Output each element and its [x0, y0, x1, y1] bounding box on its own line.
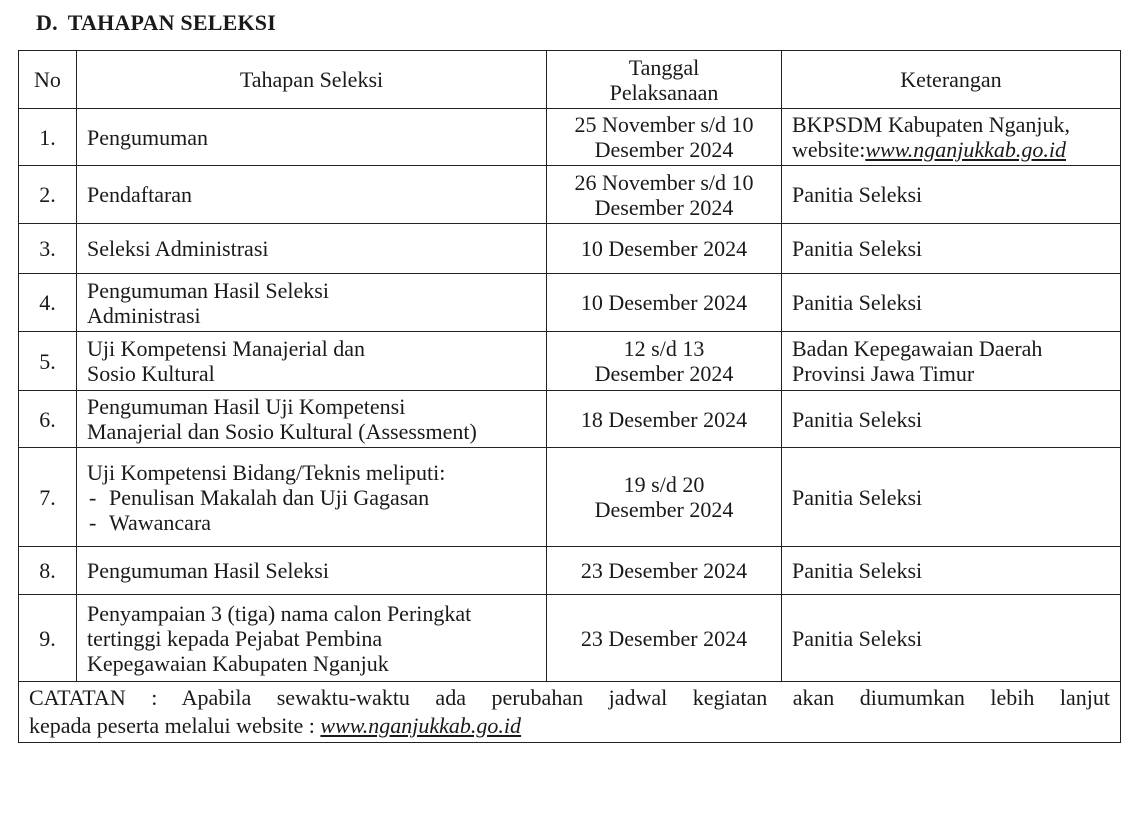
table-header-row [19, 51, 1121, 109]
date-line: 25 November s/d 10 [574, 112, 754, 137]
stage-line: Kepegawaian Kabupaten Nganjuk [87, 650, 389, 676]
row-stage [77, 391, 547, 448]
date-line: 18 Desember 2024 [580, 406, 748, 432]
table-row [19, 166, 1121, 224]
stage-line: Pengumuman Hasil Seleksi [87, 558, 329, 583]
section-letter: D. [36, 10, 58, 35]
date-line: Desember 2024 [594, 194, 734, 220]
note-line: Panitia Seleksi [792, 236, 923, 261]
stage-line: Penyampaian 3 (tiga) nama calon Peringkat [87, 600, 472, 626]
note-line: BKPSDM Kabupaten Nganjuk, [792, 112, 1071, 137]
footnote-line2 [29, 712, 1110, 740]
stage-line: Pengumuman [87, 124, 208, 150]
header-stage: Tahapan Seleksi [77, 51, 547, 109]
note-website-prefix: website: [792, 137, 866, 162]
row-date [547, 274, 782, 332]
date-line: Desember 2024 [594, 361, 734, 386]
note-line: Badan Kepegawaian Daerah [792, 336, 1043, 361]
section-title: TAHAPAN SELEKSI [67, 10, 276, 35]
note-line: Panitia Seleksi [792, 484, 923, 510]
note-line: Panitia Seleksi [792, 558, 923, 583]
date-line: Desember 2024 [594, 137, 734, 162]
row-note [782, 109, 1121, 166]
row-note [782, 448, 1121, 547]
footnote-line1: CATATAN : Apabila sewaktu-waktu ada perubahan jadwal kegiatan akan diumumkan lebih lanjut [29, 685, 1110, 710]
note-line: Provinsi Jawa Timur [792, 361, 975, 386]
row-note [782, 166, 1121, 224]
stage-line: Uji Kompetensi Manajerial dan [87, 336, 365, 361]
stage-line: Pengumuman Hasil Uji Kompetensi [87, 394, 406, 419]
table-row [19, 391, 1121, 448]
row-stage [77, 595, 547, 682]
date-line: 10 Desember 2024 [580, 290, 748, 315]
row-stage [77, 224, 547, 274]
stage-line: Pengumuman Hasil Seleksi [87, 277, 329, 303]
row-date [547, 166, 782, 224]
stage-line: Seleksi Administrasi [87, 236, 269, 261]
row-stage [77, 274, 547, 332]
table-row [19, 109, 1121, 166]
stage-line: Manajerial dan Sosio Kultural (Assessment) [87, 419, 477, 444]
row-number: 6. [19, 391, 77, 448]
header-date-line1: Tanggal [628, 54, 700, 80]
row-stage [77, 166, 547, 224]
date-line: 26 November s/d 10 [574, 169, 754, 195]
table-row [19, 224, 1121, 274]
row-number: 1. [19, 109, 77, 166]
table-row [19, 595, 1121, 682]
row-stage [77, 109, 547, 166]
website-link[interactable]: www.nganjukkab.go.id [865, 137, 1066, 162]
stage-sub-item [87, 510, 536, 535]
row-note [782, 332, 1121, 391]
header-date [547, 51, 782, 109]
date-line: 23 Desember 2024 [580, 625, 748, 651]
row-note [782, 391, 1121, 448]
table-row [19, 547, 1121, 595]
date-line: 10 Desember 2024 [580, 236, 748, 261]
date-line: 12 s/d 13 [623, 336, 705, 361]
row-date [547, 391, 782, 448]
table-row [19, 274, 1121, 332]
header-note: Keterangan [782, 51, 1121, 109]
footnote-website-link[interactable]: www.nganjukkab.go.id [320, 713, 522, 738]
note-website-line [792, 137, 1110, 162]
row-number: 8. [19, 547, 77, 595]
note-line: Panitia Seleksi [792, 290, 923, 315]
row-number: 5. [19, 332, 77, 391]
table-row [19, 332, 1121, 391]
row-date [547, 109, 782, 166]
table-row [19, 448, 1121, 547]
note-line: Panitia Seleksi [792, 406, 923, 432]
row-note [782, 224, 1121, 274]
row-number: 4. [19, 274, 77, 332]
row-number: 9. [19, 595, 77, 682]
row-date [547, 224, 782, 274]
stage-line: Administrasi [87, 302, 201, 328]
sub-item-text: Penulisan Makalah dan Uji Gagasan [109, 484, 430, 510]
stage-line: Pendaftaran [87, 182, 193, 207]
section-heading [36, 10, 276, 36]
note-line: Panitia Seleksi [792, 182, 923, 207]
row-number: 3. [19, 224, 77, 274]
row-note [782, 595, 1121, 682]
footnote-row [19, 682, 1121, 743]
row-note [782, 274, 1121, 332]
date-line: 19 s/d 20 [623, 472, 705, 497]
row-number: 7. [19, 448, 77, 547]
bullet-dash: - [89, 509, 97, 535]
row-stage [77, 448, 547, 547]
stage-line: Uji Kompetensi Bidang/Teknis meliputi: [87, 459, 446, 485]
row-stage [77, 332, 547, 391]
header-date-line2: Pelaksanaan [609, 79, 719, 105]
row-stage [77, 547, 547, 595]
row-date [547, 332, 782, 391]
sub-item-text: Wawancara [109, 509, 212, 535]
stage-line: Sosio Kultural [87, 361, 215, 386]
header-no: No [19, 51, 77, 109]
footnote-cell [19, 682, 1121, 743]
stage-line: tertinggi kepada Pejabat Pembina [87, 625, 383, 651]
row-date [547, 448, 782, 547]
bullet-dash: - [89, 484, 97, 510]
footnote-line2-prefix: kepada peserta melalui website : [29, 713, 321, 738]
selection-schedule-table [18, 50, 1121, 743]
row-date [547, 547, 782, 595]
row-number: 2. [19, 166, 77, 224]
date-line: Desember 2024 [594, 497, 734, 522]
row-date [547, 595, 782, 682]
stage-sub-item [87, 485, 536, 510]
note-line: Panitia Seleksi [792, 625, 923, 651]
date-line: 23 Desember 2024 [580, 558, 748, 583]
row-note [782, 547, 1121, 595]
